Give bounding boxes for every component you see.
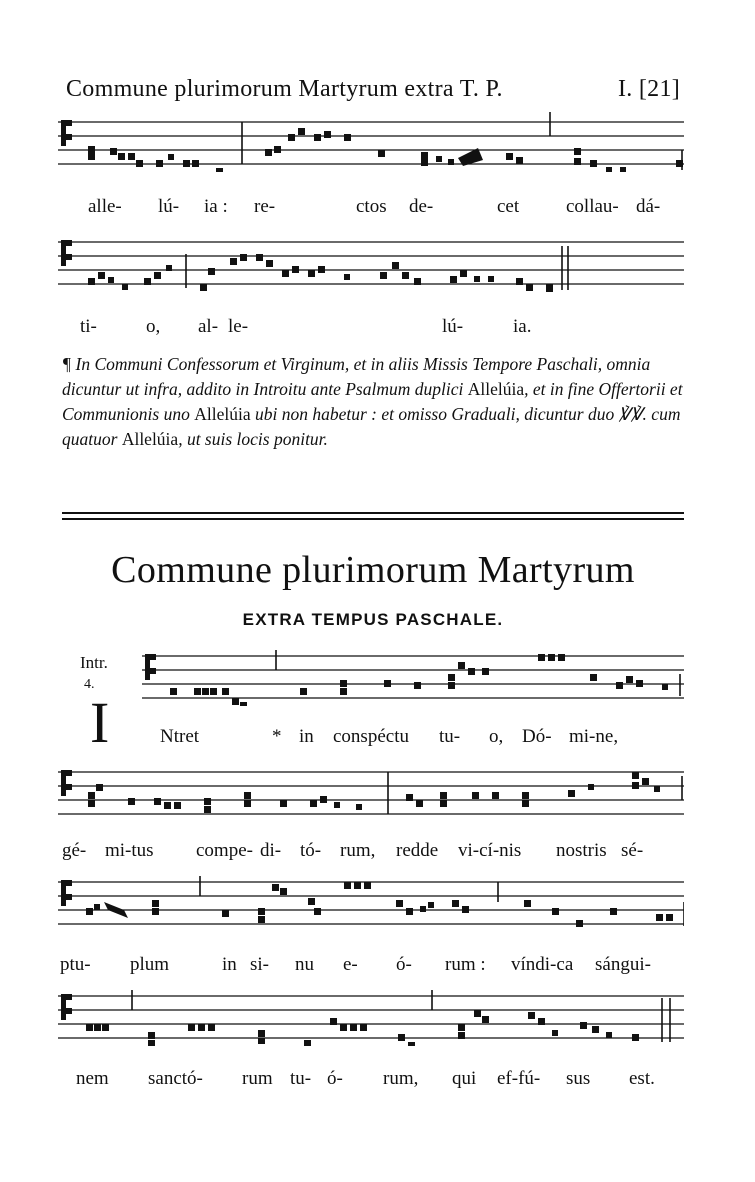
syllable: ó- [327, 1068, 343, 1089]
introit-label: Intr. [80, 653, 108, 672]
syllable: in [299, 726, 314, 747]
rubric-alleluia: Allelúia [194, 404, 251, 424]
clef [61, 120, 66, 146]
divider [62, 518, 684, 520]
syllable: gé- [62, 840, 87, 861]
section-title: Commune plurimorum Martyrum [111, 549, 635, 591]
syllable: al- [198, 316, 219, 337]
music-staff [58, 986, 684, 1046]
syllable: ó- [396, 954, 412, 975]
syllable: in [222, 954, 237, 975]
header-title: Commune plurimorum Martyrum extra T. P. [66, 76, 503, 102]
rubric-segment: ¶ In Communi Confessorum et Virginum, et in aliis Missis Tempore Paschali, omnia dicuntur ut infra, addito in Introitu ante Psalmum duplici [62, 354, 651, 399]
syllable: rum [242, 1068, 273, 1089]
syllable: sé- [621, 840, 644, 861]
syllable: tu- [290, 1068, 312, 1089]
syllable: e- [343, 954, 358, 975]
syllable: si- [250, 954, 269, 975]
syllable: vi-cí-nis [458, 840, 522, 861]
syllable: ef-fú- [497, 1068, 541, 1089]
syllable: sus [566, 1068, 591, 1089]
music-staff [58, 232, 684, 292]
syllable: alle- [88, 196, 122, 217]
syllable: víndi-ca [511, 954, 574, 975]
rubric-segment: ubi non habetur : et omisso Graduali, dicuntur duo [250, 404, 619, 424]
syllable: nostris [556, 840, 607, 861]
syllable: lú- [442, 316, 464, 337]
syllable: o, [146, 316, 161, 337]
syllable: compe- [196, 840, 253, 861]
rubric-alleluia: Allelúia [467, 379, 525, 399]
syllable: conspéctu [333, 726, 409, 747]
syllable: tu- [439, 726, 461, 747]
syllable: mi-tus [105, 840, 154, 861]
syllable: cet [497, 196, 520, 217]
music-staff [58, 762, 684, 822]
syllable: rum, [340, 840, 376, 861]
syllable: rum : [445, 954, 486, 975]
rubric-text [62, 352, 684, 452]
syllable: * [272, 726, 282, 747]
syllable: Ntret [160, 726, 200, 747]
syllable: sanctó- [148, 1068, 203, 1089]
rubric-segment: , et in fine Offertorii et Communionis uno [62, 379, 683, 424]
lyrics-line-1 [0, 196, 755, 220]
syllable: ti- [80, 316, 97, 337]
syllable: o, [489, 726, 504, 747]
syllable: ptu- [60, 954, 91, 975]
lyrics-line-2 [0, 316, 755, 340]
rubric-alleluia: Allelúia [121, 429, 179, 449]
syllable: lú- [158, 196, 180, 217]
syllable: mi-ne, [569, 726, 619, 747]
syllable: ia : [204, 196, 228, 217]
syllable: tó- [300, 840, 322, 861]
rubric-versicle: ℣℣. [618, 404, 647, 424]
lyrics-line-6 [0, 1068, 755, 1092]
introit-mode: 4. [84, 677, 95, 692]
syllable: le- [228, 316, 249, 337]
syllable: redde [396, 840, 439, 861]
lyrics-line-3 [0, 726, 755, 750]
syllable: dá- [636, 196, 661, 217]
syllable: nem [76, 1068, 109, 1089]
initial-letter: I [90, 690, 110, 755]
syllable: rum, [383, 1068, 419, 1089]
music-staff [58, 112, 684, 172]
rubric-segment: cum quatuor [62, 404, 681, 449]
music-staff [142, 646, 684, 706]
syllable: plum [130, 954, 170, 975]
music-staff [58, 872, 684, 932]
syllable: qui [452, 1068, 477, 1089]
page-header [66, 76, 681, 103]
syllable: de- [409, 196, 434, 217]
syllable: ia. [513, 316, 532, 337]
syllable: re- [254, 196, 276, 217]
syllable: est. [629, 1068, 655, 1089]
syllable: di- [260, 840, 282, 861]
rubric-segment: , ut suis locis ponitur. [178, 429, 328, 449]
section-subtitle: EXTRA TEMPUS PASCHALE. [242, 610, 504, 629]
syllable: ctos [356, 196, 387, 217]
syllable: sángui- [595, 954, 651, 975]
lyrics-line-5 [0, 954, 755, 978]
syllable: collau- [566, 196, 619, 217]
syllable: nu [295, 954, 314, 975]
divider [62, 512, 684, 514]
syllable: Dó- [522, 726, 552, 747]
header-number: I. [21] [618, 76, 681, 102]
lyrics-line-4 [0, 840, 755, 864]
